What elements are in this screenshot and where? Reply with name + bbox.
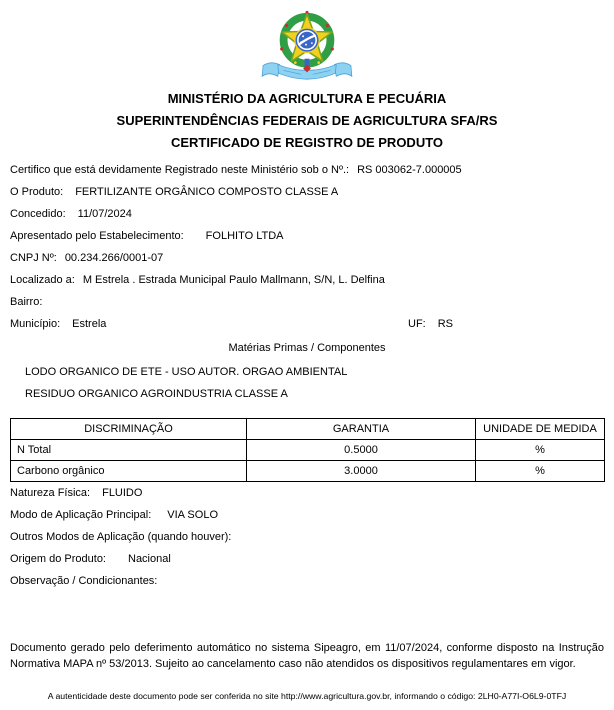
field-registro bbox=[10, 159, 604, 181]
field-estabelecimento bbox=[10, 225, 604, 247]
table-header-discriminacao: DISCRIMINAÇÃO bbox=[11, 419, 247, 440]
table-header-row bbox=[11, 419, 605, 440]
materia-prima-item: LODO ORGANICO DE ETE - USO AUTOR. ORGAO AMBIENTAL bbox=[25, 366, 348, 378]
superintendence-title: SUPERINTENDÊNCIAS FEDERAIS DE AGRICULTURA SFA/RS bbox=[116, 113, 498, 128]
table-row bbox=[11, 440, 605, 461]
brazil-coat-of-arms-icon bbox=[257, 8, 357, 86]
field-outros-modos bbox=[10, 526, 604, 548]
field-estabelecimento-label: Apresentado pelo Estabelecimento: bbox=[10, 230, 184, 242]
field-modo-principal-label: Modo de Aplicação Principal: bbox=[10, 509, 152, 521]
field-natureza-value: FLUIDO bbox=[102, 487, 143, 499]
field-observacao-label: Observação / Condicionantes: bbox=[10, 575, 158, 587]
field-cnpj bbox=[10, 247, 604, 269]
table-cell-unidade: % bbox=[476, 440, 605, 461]
field-cnpj-value: 00.234.266/0001-07 bbox=[64, 252, 164, 264]
table-header-garantia: GARANTIA bbox=[247, 419, 476, 440]
field-natureza-label: Natureza Física: bbox=[10, 487, 91, 499]
table-header-unidade: UNIDADE DE MEDIDA bbox=[476, 419, 605, 440]
field-outros-modos-label: Outros Modos de Aplicação (quando houver): bbox=[10, 531, 232, 543]
field-produto bbox=[10, 181, 604, 203]
field-origem bbox=[10, 548, 604, 570]
field-observacao bbox=[10, 570, 604, 592]
ministry-title: MINISTÉRIO DA AGRICULTURA E PECUÁRIA bbox=[167, 91, 447, 106]
table-cell-garantia: 0.5000 bbox=[247, 440, 476, 461]
field-uf-value: RS bbox=[437, 318, 454, 330]
table-cell-discriminacao: N Total bbox=[11, 440, 247, 461]
field-modo-principal bbox=[10, 504, 604, 526]
table-cell-unidade: % bbox=[476, 461, 605, 482]
garantias-table bbox=[10, 418, 605, 482]
field-concedido-label: Concedido: bbox=[10, 208, 66, 220]
field-uf bbox=[408, 318, 453, 330]
field-registro-label: Certifico que está devidamente Registrado neste Ministério sob o Nº.: bbox=[10, 164, 350, 176]
field-municipio-value: Estrela bbox=[72, 318, 107, 330]
materia-prima-item: RESIDUO ORGANICO AGROINDUSTRIA CLASSE A bbox=[25, 388, 288, 400]
field-natureza bbox=[10, 482, 604, 504]
table-row bbox=[11, 461, 605, 482]
document-title-block bbox=[0, 88, 614, 154]
field-produto-label: O Produto: bbox=[10, 186, 64, 198]
field-produto-value: FERTILIZANTE ORGÂNICO COMPOSTO CLASSE A bbox=[75, 186, 339, 198]
field-localizado bbox=[10, 269, 604, 291]
field-concedido bbox=[10, 203, 604, 225]
field-municipio bbox=[10, 313, 604, 335]
footer-legal-paragraph: Documento gerado pelo deferimento automático no sistema Sipeagro, em 11/07/2024, conforme disposto na Instrução Normativa MAPA nº 53/2013. Sujeito ao cancelamento caso não atendidos os dispositivos regulamentares em vigor. bbox=[10, 642, 604, 670]
field-origem-value: Nacional bbox=[128, 553, 171, 565]
table-cell-discriminacao: Carbono orgânico bbox=[11, 461, 247, 482]
certificate-body bbox=[10, 159, 604, 592]
materias-primas-section-title: Matérias Primas / Componentes bbox=[228, 342, 386, 354]
field-localizado-value: M Estrela . Estrada Municipal Paulo Mallmann, S/N, L. Delfina bbox=[82, 274, 385, 286]
field-concedido-value: 11/07/2024 bbox=[77, 208, 132, 220]
field-modo-principal-value: VIA SOLO bbox=[167, 509, 218, 521]
field-bairro-label: Bairro: bbox=[10, 296, 43, 308]
footer-authenticity-line: A autenticidade deste documento pode ser conferida no site http://www.agricultura.gov.br, informando o código: 2LH0-A77I-O6L9-0TFJ bbox=[47, 691, 567, 701]
emblem-container bbox=[0, 0, 614, 86]
field-registro-value: RS 003062-7.000005 bbox=[357, 164, 462, 176]
field-cnpj-label: CNPJ Nº: bbox=[10, 252, 57, 264]
table-cell-garantia: 3.0000 bbox=[247, 461, 476, 482]
field-bairro bbox=[10, 291, 604, 313]
certificate-title: CERTIFICADO DE REGISTRO DE PRODUTO bbox=[170, 135, 444, 150]
field-estabelecimento-value: FOLHITO LTDA bbox=[205, 230, 284, 242]
field-localizado-label: Localizado a: bbox=[10, 274, 75, 286]
field-origem-label: Origem do Produto: bbox=[10, 553, 106, 565]
field-municipio-label: Município: bbox=[10, 318, 61, 330]
field-uf-label: UF: bbox=[408, 318, 426, 330]
